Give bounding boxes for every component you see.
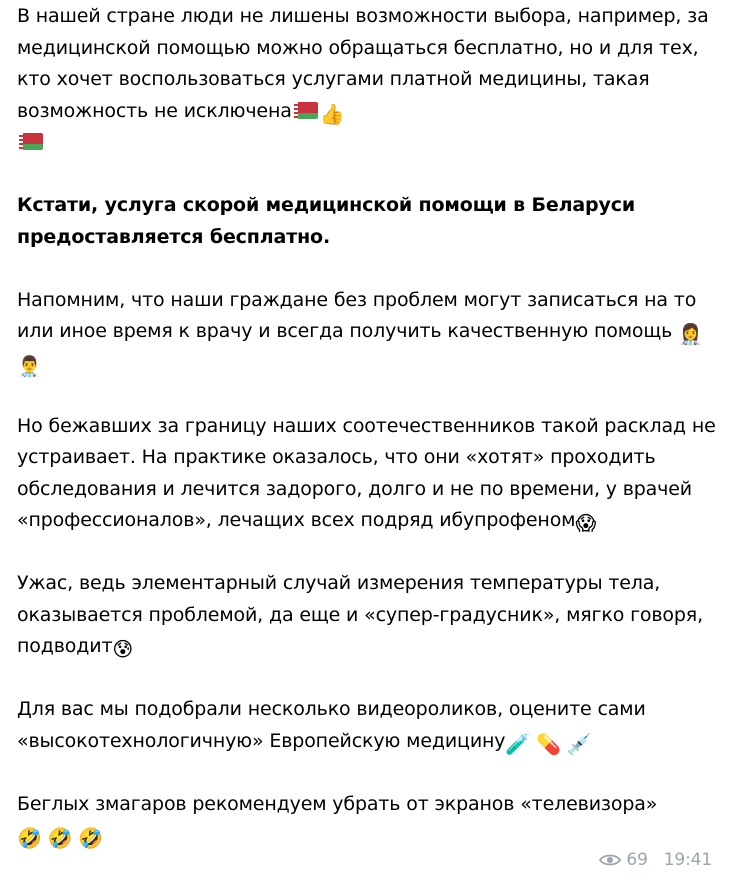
rofl-face-icon: 🤣 [47,826,73,850]
post-paragraph-3 [17,285,718,380]
post-time: 19:41 [663,849,712,870]
pill-icon: 💊 [536,731,561,756]
rofl-face-icon: 🤣 [17,826,42,850]
post-paragraph-1 [17,1,718,159]
view-counter [599,845,647,877]
post-text-1: В нашей стране люди не лишены возможности выбора, например, за медицинской помощью можно обращаться бесплатно, но и для тех, кто хочет воспользоваться услугами платной медицины, такая возможность не исключена [17,5,709,122]
belarus-flag-icon [19,133,43,150]
post-paragraph-2 [17,190,718,253]
eye-icon [599,853,621,867]
post-text-6: Для вас мы подобрали несколько видеороликов, оцените сами «высокотехнологичную» Европейскую медицину [17,698,646,752]
post-paragraph-7 [17,789,718,852]
post-paragraph-4 [17,411,718,537]
thumbs-up-icon: 👍 [319,101,345,126]
man-health-worker-icon: 👨‍⚕️ [17,353,42,378]
post-paragraph-5 [17,568,718,663]
scream-face-icon: 😱 [575,511,597,535]
post-text-4: Но бежавших за границу наших соотечественников такой расклад не устраивает. На практике оказалось, что они «хотят» проходить обследования и лечится задорого, долго и не по времени, у врачей «профессионалов», лечащих всех подряд ибупрофеном [17,414,716,531]
woman-health-worker-icon: 👩‍⚕️ [678,322,703,346]
view-count: 69 [626,849,648,870]
syringe-icon: 💉 [566,731,592,756]
cold-sweat-face-icon: 😰 [112,637,134,661]
belarus-flag-icon [294,102,318,119]
post-paragraph-6 [17,694,718,757]
post-text-2: Кстати, услуга скорой медицинской помощи в Беларуси предоставляется бесплатно. [17,194,635,248]
post-text-3: Напомним, что наши граждане без проблем могут записаться на то или иное время к врачу и всегда получить качественную помощь [17,288,697,342]
test-tube-icon: 🧪 [505,731,531,756]
rofl-face-icon: 🤣 [78,826,104,850]
post-meta [599,845,712,877]
post-text-5: Ужас, ведь элементарный случай измерения температуры тела, оказывается проблемой, да еще и «супер-градусник», мягко говоря, подводит [17,572,703,657]
post-text-7: Беглых змагаров рекомендуем убрать от экранов «телевизора» [17,792,658,815]
